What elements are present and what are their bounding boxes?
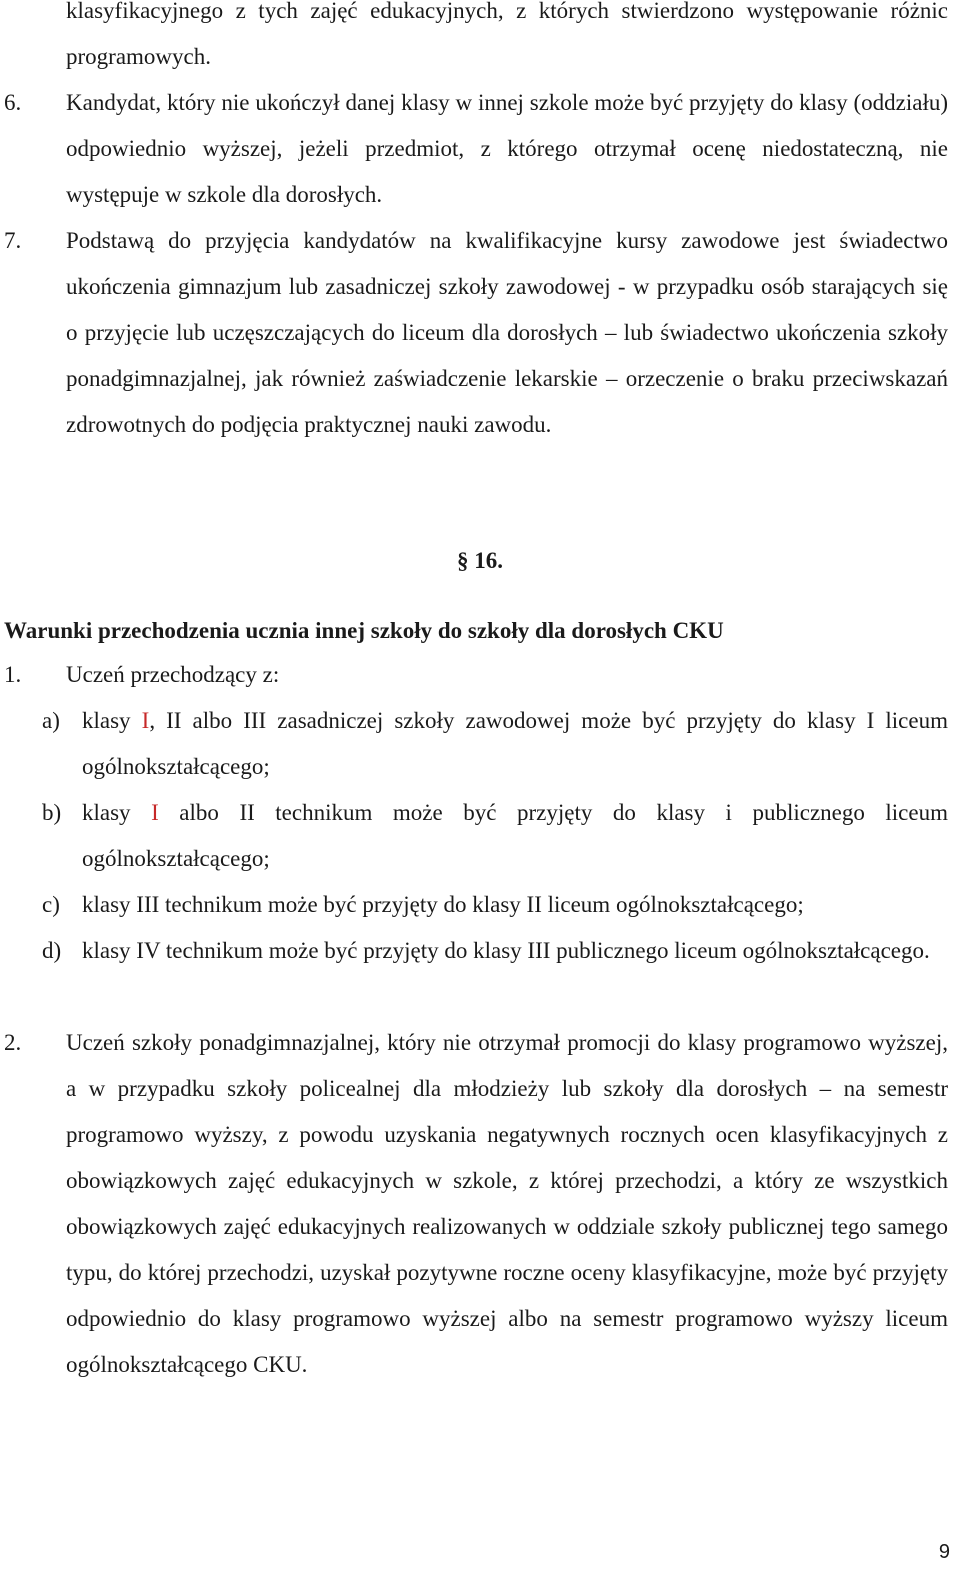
sub-item-letter: b) <box>42 800 62 825</box>
sub-item-b <box>0 790 948 882</box>
section-title: Warunki przechodzenia ucznia innej szkoły do szkoły dla dorosłych CKU <box>4 618 724 643</box>
continuation-paragraph <box>0 0 948 80</box>
sub-item-letter: c) <box>42 892 60 917</box>
list-item-number: 6. <box>4 90 22 115</box>
sub-item-letter: d) <box>42 938 62 963</box>
sub-item-text-pre: klasy <box>82 800 152 825</box>
sub-item-text <box>82 698 948 790</box>
list-item-text: Uczeń przechodzący z: <box>66 662 280 687</box>
page-number: 9 <box>938 1541 950 1563</box>
highlighted-roman-numeral: I <box>151 800 159 825</box>
sub-item-text-post: albo II technikum może być przyjęty do klasy i publicznego liceum ogólnokształcącego; <box>82 800 948 871</box>
sub-item-text: klasy IV technikum może być przyjęty do klasy III publicznego liceum ogólnokształcącego. <box>82 938 930 963</box>
list-item-2 <box>0 1020 948 1388</box>
sub-item-text-pre: klasy <box>82 708 142 733</box>
sub-item-c <box>0 882 948 928</box>
list-item-text: Kandydat, który nie ukończył danej klasy w innej szkole może być przyjęty do klasy (oddziału) odpowiednio wyższej, jeżeli przedmiot, z którego otrzymał ocenę niedostateczną, nie występuje w szkole dla dorosłych. <box>66 90 948 207</box>
sub-item-text: klasy III technikum może być przyjęty do klasy II liceum ogólnokształcącego; <box>82 892 804 917</box>
sub-item-a <box>0 698 948 790</box>
list-item-text: Podstawą do przyjęcia kandydatów na kwalifikacyjne kursy zawodowe jest świadectwo ukończenia gimnazjum lub zasadniczej szkoły zawodowej - w przypadku osób starających się o przyjęcie lub uczęszczających do liceum dla dorosłych – lub świadectwo ukończenia szkoły ponadgimnazjalnej, jak również zaświadczenie lekarskie – orzeczenie o braku przeciwskazań zdrowotnych do podjęcia praktycznej nauki zawodu. <box>66 228 948 437</box>
highlighted-roman-numeral: I <box>141 708 150 733</box>
list-item-6 <box>0 80 948 218</box>
sub-item-letter: a) <box>42 708 60 733</box>
list-item-text: Uczeń szkoły ponadgimnazjalnej, który nie otrzymał promocji do klasy programowo wyższej, a w przypadku szkoły policealnej dla młodzieży lub szkoły dla dorosłych – na semestr programowo wyższy, z powodu uzyskania negatywnych rocznych ocen klasyfikacyjnych z obowiązkowych zajęć edukacyjnych w szkole, z której przechodzi, a który ze wszystkich obowiązkowych zajęć edukacyjnych realizowanych w oddziale szkoły publicznej tego samego typu, do której przechodzi, uzyskał pozytywne roczne oceny klasyfikacyjne, może być przyjęty odpowiednio do klasy programowo wyższej albo na semestr programowo wyższy liceum ogólnokształcącego CKU. <box>66 1030 948 1377</box>
section-number: § 16. <box>457 548 503 573</box>
list-item-number: 1. <box>4 662 22 687</box>
list-item-1 <box>0 652 948 698</box>
list-item-number: 2. <box>4 1030 22 1055</box>
continuation-text: klasyfikacyjnego z tych zajęć edukacyjnych, z których stwierdzono występowanie różnic programowych. <box>66 0 948 69</box>
sub-item-text <box>82 790 948 882</box>
list-item-7 <box>0 218 948 448</box>
sub-item-d <box>0 928 948 974</box>
sub-item-text-post: , II albo III zasadniczej szkoły zawodowej może być przyjęty do klasy I liceum ogólnokształcącego; <box>82 708 948 779</box>
list-item-number: 7. <box>4 228 22 253</box>
